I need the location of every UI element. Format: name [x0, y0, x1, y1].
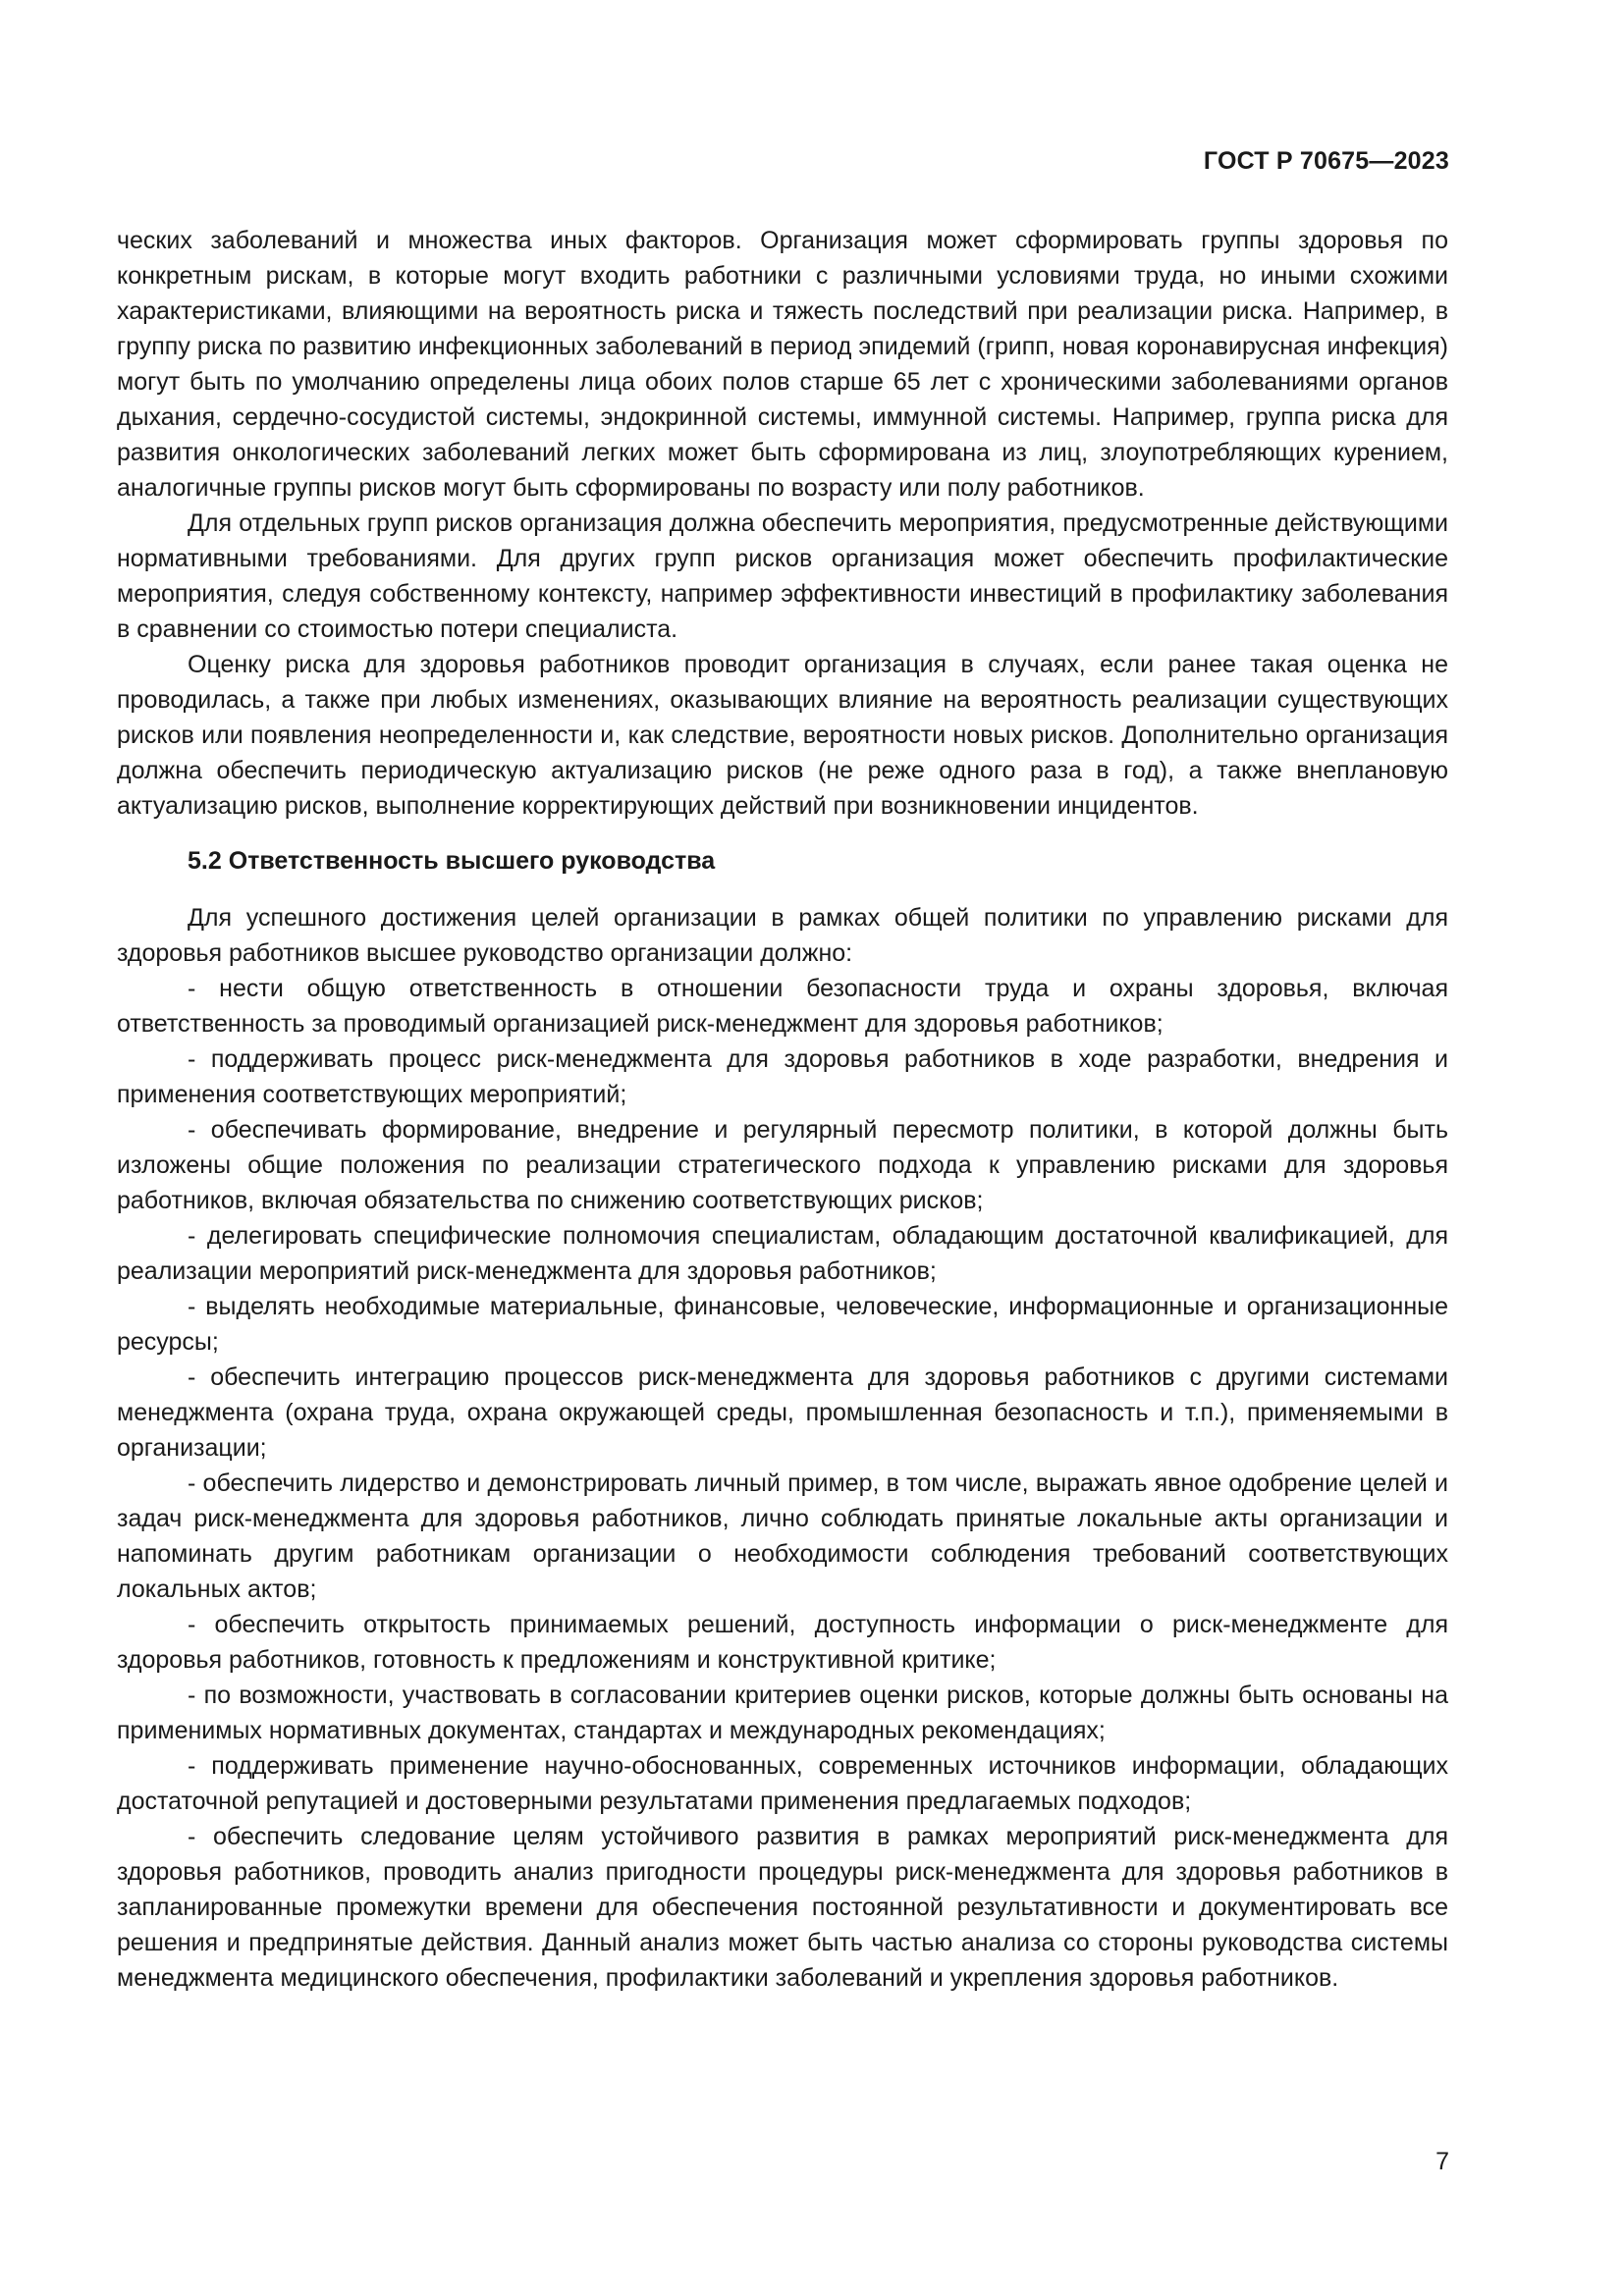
document-body: [117, 223, 1448, 1996]
paragraph: Для отдельных групп рисков организация должна обеспечить мероприятия, предусмотренные действующими нормативными требованиями. Для других групп рисков организация может обеспечить профилактические мероприятия, следуя собственному контексту, например эффективности инвестиций в профилактику заболевания в сравнении со стоимостью потери специалиста.: [117, 509, 1448, 643]
list-item: - обеспечить следование целям устойчивого развития в рамках мероприятий риск-менеджмента для здоровья работников, проводить анализ пригодности процедуры риск-менеджмента для здоровья работников в запланированные промежутки времени для обеспечения постоянной результативности и документировать все решения и предпринятые действия. Данный анализ может быть частью анализа со стороны руководства системы менеджмента медицинского обеспечения, профилактики заболеваний и укрепления здоровья работников.: [117, 1823, 1448, 1992]
list-item: - обеспечить интеграцию процессов риск-менеджмента для здоровья работников с другими системами менеджмента (охрана труда, охрана окружающей среды, промышленная безопасность и т.п.), применяемыми в организации;: [117, 1363, 1448, 1462]
list-item: - делегировать специфические полномочия специалистам, обладающим достаточной квалификацией, для реализации мероприятий риск-менеджмента для здоровья работников;: [117, 1222, 1448, 1285]
list-item: - обеспечить открытость принимаемых решений, доступность информации о риск-менеджменте для здоровья работников, готовность к предложениям и конструктивной критике;: [117, 1611, 1448, 1674]
list-item: - обеспечивать формирование, внедрение и регулярный пересмотр политики, в которой должны быть изложены общие положения по реализации стратегического подхода к управлению рисками для здоровья работников, включая обязательства по снижению соответствующих рисков;: [117, 1116, 1448, 1214]
paragraph-continued: ческих заболеваний и множества иных факторов. Организация может сформировать группы здоровья по конкретным рискам, в которые могут входить работники с различными условиями труда, но иными схожими характеристиками, влияющими на вероятность риска и тяжесть последствий при реализации риска. Например, в группу риска по развитию инфекционных заболеваний в период эпидемий (грипп, новая коронавирусная инфекция) могут быть по умолчанию определены лица обоих полов старше 65 лет с хроническими заболеваниями органов дыхания, сердечно-сосудистой системы, эндокринной системы, иммунной системы. Например, группа риска для развития онкологических заболеваний легких может быть сформирована из лиц, злоупотребляющих курением, аналогичные группы рисков могут быть сформированы по возрасту или полу работников.: [117, 227, 1448, 502]
list-item: - обеспечить лидерство и демонстрировать личный пример, в том числе, выражать явное одобрение целей и задач риск-менеджмента для здоровья работников, лично соблюдать принятые локальные акты организации и напоминать другим работникам организации о необходимости соблюдения требований соответствующих локальных актов;: [117, 1469, 1448, 1603]
section-heading: 5.2 Ответственность высшего руководства: [188, 847, 716, 875]
page-number: 7: [1435, 2148, 1449, 2175]
paragraph: Оценку риска для здоровья работников проводит организация в случаях, если ранее такая оценка не проводилась, а также при любых изменениях, оказывающих влияние на вероятность реализации существующих рисков или появления неопределенности и, как следствие, вероятности новых рисков. Дополнительно организация должна обеспечить периодическую актуализацию рисков (не реже одного раза в год), а также внеплановую актуализацию рисков, выполнение корректирующих действий при возникновении инцидентов.: [117, 651, 1448, 820]
list-item: - поддерживать применение научно-обоснованных, современных источников информации, обладающих достаточной репутацией и достоверными результатами применения предлагаемых подходов;: [117, 1752, 1448, 1815]
document-header: ГОСТ Р 70675—2023: [1203, 147, 1449, 175]
list-item: - нести общую ответственность в отношении безопасности труда и охраны здоровья, включая ответственность за проводимый организацией риск-менеджмент для здоровья работников;: [117, 975, 1448, 1038]
list-item: - выделять необходимые материальные, финансовые, человеческие, информационные и организационные ресурсы;: [117, 1293, 1448, 1356]
list-item: - поддерживать процесс риск-менеджмента для здоровья работников в ходе разработки, внедрения и применения соответствующих мероприятий;: [117, 1045, 1448, 1108]
list-item: - по возможности, участвовать в согласовании критериев оценки рисков, которые должны быть основаны на применимых нормативных документах, стандартах и международных рекомендациях;: [117, 1682, 1448, 1744]
section-lead-paragraph: Для успешного достижения целей организации в рамках общей политики по управлению рисками для здоровья работников высшее руководство организации должно:: [117, 904, 1448, 967]
